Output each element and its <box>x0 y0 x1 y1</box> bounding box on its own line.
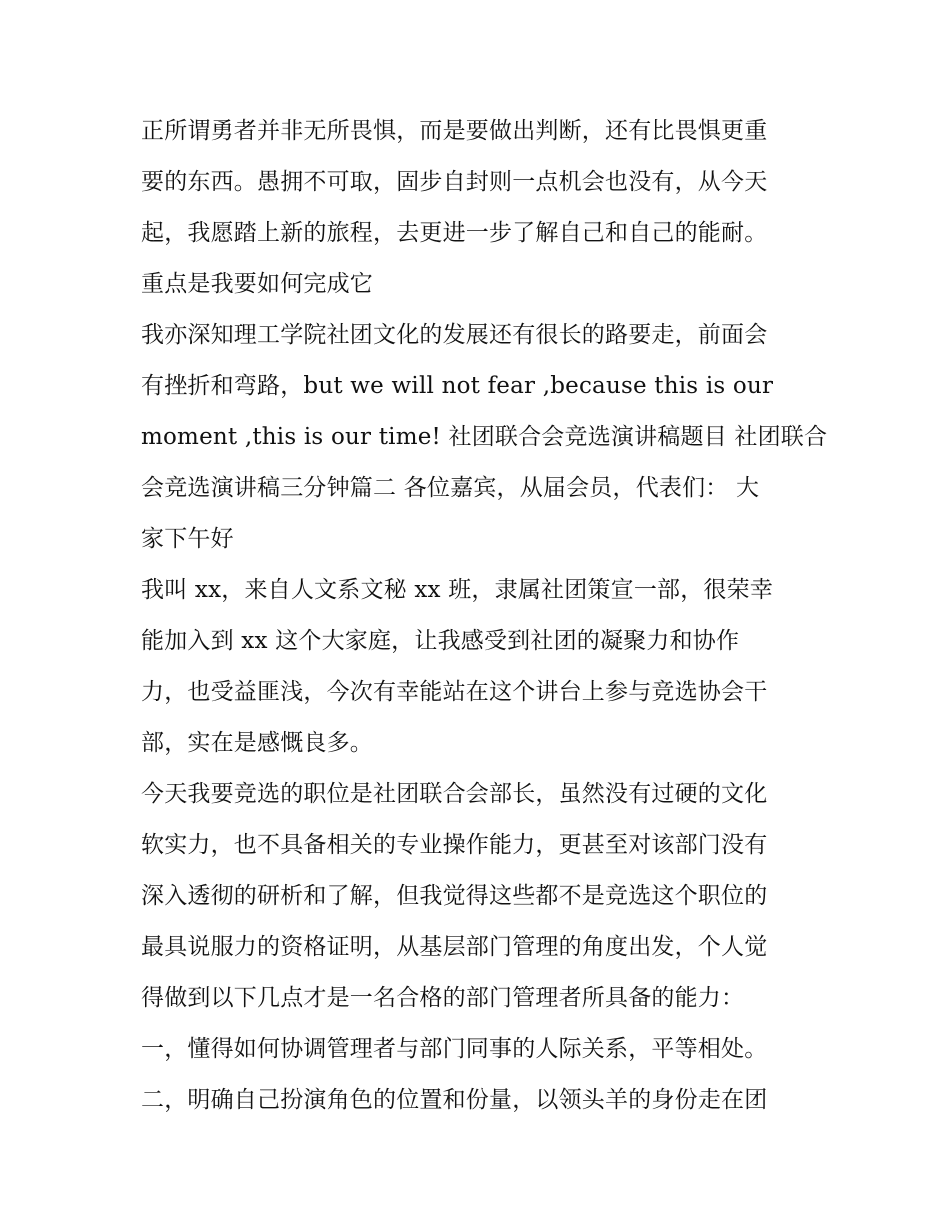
document-body <box>141 106 828 1126</box>
text-line: 二，明确自己扮演角色的位置和份量，以领头羊的身份走在团 <box>141 1087 768 1113</box>
text-line: 得做到以下几点才是一名合格的部门管理者所具备的能力： <box>141 985 745 1011</box>
text-line: 力，也受益匪浅，今次有幸能站在这个讲台上参与竞选协会干 <box>141 679 768 705</box>
text-line: 家下午好 <box>141 526 234 552</box>
text-line: moment ,this is our time! 社团联合会竞选演讲稿题目 社团联合 <box>141 424 828 450</box>
text-line: 重点是我要如何完成它 <box>141 271 373 297</box>
text-line: 软实力，也不具备相关的专业操作能力，更甚至对该部门没有 <box>141 832 768 858</box>
text-line: 要的东西。愚拥不可取，固步自封则一点机会也没有，从今天 <box>141 169 768 195</box>
text-line: 一，懂得如何协调管理者与部门同事的人际关系，平等相处。 <box>141 1036 768 1062</box>
text-line: 最具说服力的资格证明，从基层部门管理的角度出发，个人觉 <box>141 934 768 960</box>
text-line: 起，我愿踏上新的旅程，去更进一步了解自己和自己的能耐。 <box>141 220 768 246</box>
text-line: 深入透彻的研析和了解，但我觉得这些都不是竞选这个职位的 <box>141 883 768 909</box>
text-line: 正所谓勇者并非无所畏惧，而是要做出判断，还有比畏惧更重 <box>141 118 768 144</box>
text-line: 今天我要竞选的职位是社团联合会部长，虽然没有过硬的文化 <box>141 781 768 807</box>
text-line: 能加入到 xx 这个大家庭，让我感受到社团的凝聚力和协作 <box>141 628 740 654</box>
text-line: 我叫 xx，来自人文系文秘 xx 班，隶属社团策宣一部，很荣幸 <box>141 577 774 603</box>
text-line: 部，实在是感慨良多。 <box>141 730 373 756</box>
text-line: 我亦深知理工学院社团文化的发展还有很长的路要走，前面会 <box>141 322 768 348</box>
text-line: 有挫折和弯路，but we will not fear ,because this is our <box>141 373 774 399</box>
text-line: 会竞选演讲稿三分钟篇二 各位嘉宾，从届会员，代表们： 大 <box>141 475 760 501</box>
